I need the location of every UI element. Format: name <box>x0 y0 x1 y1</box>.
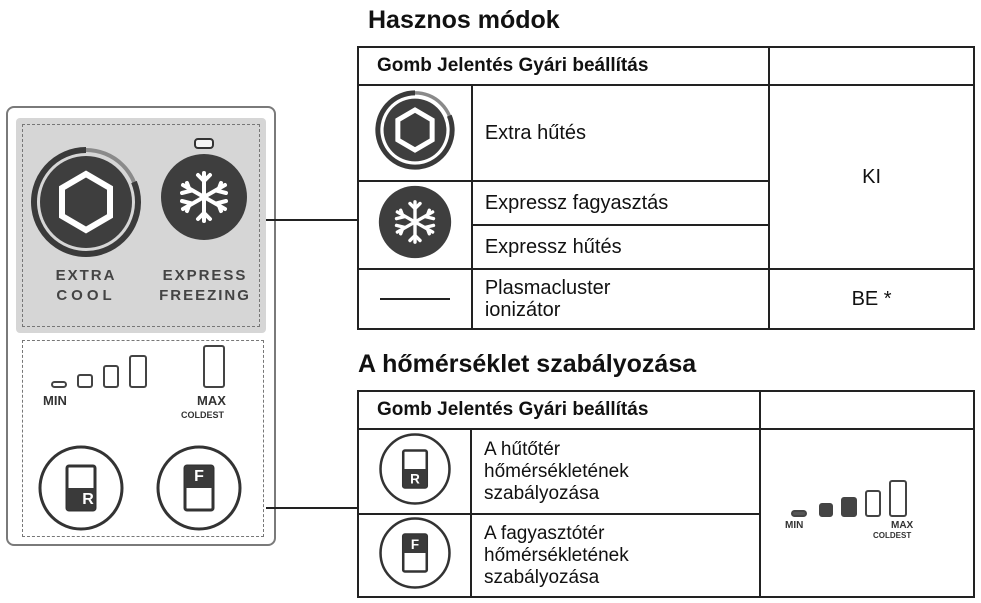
table-cell-default-on: BE * <box>769 269 974 329</box>
coldest-label: COLDEST <box>872 531 912 540</box>
f-button-letter: F <box>194 468 204 485</box>
r-button-icon <box>378 432 452 506</box>
max-label: MAX <box>890 520 914 531</box>
express-freezing-label-1: EXPRESS <box>162 267 248 284</box>
min-label: MIN <box>43 393 67 408</box>
table-header: Gomb Jelentés Gyári beállítás <box>358 391 760 429</box>
temp-level-indicator-3 <box>103 365 119 388</box>
coldest-label: COLDEST <box>181 410 225 420</box>
table-cell-fridge-temp: A hűtőtér hőmérsékletének szabályozása <box>471 429 760 514</box>
r-temperature-button[interactable] <box>37 444 125 532</box>
default-level-indicator-5 <box>889 480 907 517</box>
table-cell-default-off: KI <box>769 85 974 269</box>
default-level-indicator-1 <box>791 510 807 517</box>
temp-level-indicator-4 <box>129 355 147 388</box>
default-level-indicator-4 <box>865 490 881 517</box>
extra-cool-label-2: COOL <box>56 287 116 304</box>
extra-cool-button[interactable] <box>30 146 142 258</box>
snowflake-button-icon <box>378 185 452 259</box>
temperature-control-area <box>22 340 264 537</box>
temperature-control-table <box>357 390 975 598</box>
temperature-control-title: A hőmérséklet szabályozása <box>358 350 697 378</box>
connector-line-modes <box>266 219 358 221</box>
max-label: MAX <box>197 393 226 408</box>
express-freezing-button[interactable] <box>160 153 248 241</box>
temp-level-indicator-1 <box>51 381 67 388</box>
table-header: Gomb Jelentés Gyári beállítás <box>358 47 769 85</box>
extra-cool-button-icon <box>375 90 455 170</box>
table-cell-extra-cooling: Extra hűtés <box>472 85 769 181</box>
dash-line-icon <box>380 298 450 300</box>
express-freezing-label-2: FREEZING <box>159 287 251 304</box>
default-level-indicator-3 <box>841 497 857 517</box>
table-cell-plasmacluster: Plasmacluster ionizátor <box>472 269 769 329</box>
f-button-icon <box>378 516 452 590</box>
r-button-letter: R <box>82 491 94 508</box>
table-cell-freezer-temp: A fagyasztótér hőmérsékletének szabályozása <box>471 514 760 597</box>
mode-buttons-area <box>16 118 266 333</box>
min-label: MIN <box>784 520 804 531</box>
connector-line-temperature <box>266 507 358 509</box>
useful-modes-table <box>357 46 975 330</box>
default-level-indicator-2 <box>819 503 833 517</box>
f-temperature-button[interactable] <box>155 444 243 532</box>
table-cell-express-cooling: Expressz hűtés <box>472 225 769 269</box>
table-row-icon-cell <box>358 85 472 181</box>
table-cell-express-freezing: Expressz fagyasztás <box>472 181 769 225</box>
extra-cool-label-1: EXTRA <box>55 267 117 284</box>
control-panel <box>6 106 276 546</box>
temp-level-indicator-2 <box>77 374 93 388</box>
express-freezing-indicator <box>194 138 214 149</box>
default-level-cell <box>760 429 974 597</box>
temp-level-indicator-5 <box>203 345 225 388</box>
useful-modes-title: Hasznos módok <box>368 6 560 34</box>
r-letter: R <box>409 470 420 486</box>
f-letter: F <box>410 536 419 552</box>
